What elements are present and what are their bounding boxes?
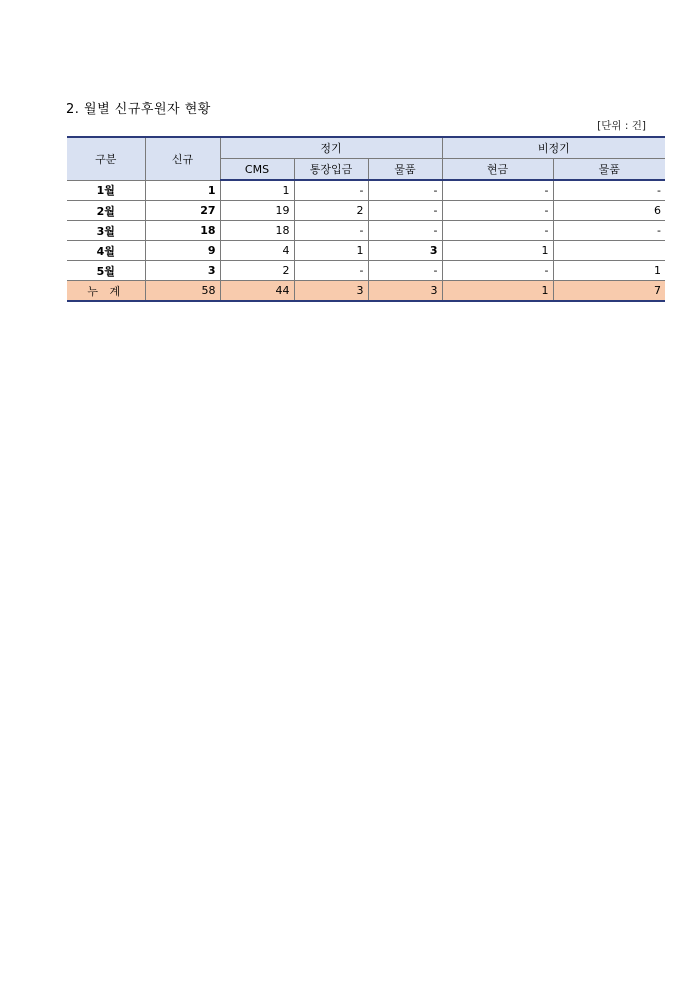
header-sub-cash: 현금 [442,159,553,181]
header-category: 구분 [67,137,145,180]
cell-goods-regular: 3 [368,241,442,261]
cell-goods-irregular: - [553,221,665,241]
table-row [67,201,665,221]
cell-cash: - [442,261,553,281]
cell-cms: 1 [220,180,294,201]
cell-new: 9 [145,241,220,261]
header-regular: 정기 [220,137,442,159]
cell-cms: 18 [220,221,294,241]
cell-cash: - [442,180,553,201]
cell-goods-regular: - [368,261,442,281]
total-row [67,281,665,302]
cell-bank-deposit: - [294,180,368,201]
cell-bank-deposit: - [294,261,368,281]
cell-goods-regular: - [368,221,442,241]
row-label: 3월 [67,221,145,241]
cell-goods-regular: - [368,201,442,221]
cell-bank-deposit: 2 [294,201,368,221]
cell-goods-irregular: 6 [553,201,665,221]
cell-new: 27 [145,201,220,221]
unit-note: [단위 : 건] [597,120,646,132]
header-new: 신규 [145,137,220,180]
row-label: 5월 [67,261,145,281]
page-title: 2. 월별 신규후원자 현황 [66,102,211,117]
cell-goods-irregular [553,241,665,261]
total-goods-irregular: 7 [553,281,665,302]
row-label: 4월 [67,241,145,261]
cell-new: 18 [145,221,220,241]
cell-cash: - [442,221,553,241]
monthly-new-sponsors-table [67,136,665,302]
cell-cash: 1 [442,241,553,261]
total-bank-deposit: 3 [294,281,368,302]
header-sub-goods-irregular: 물품 [553,159,665,181]
cell-goods-irregular: - [553,180,665,201]
table-row [67,180,665,201]
table-row [67,241,665,261]
cell-new: 3 [145,261,220,281]
row-label: 1월 [67,180,145,201]
cell-cms: 2 [220,261,294,281]
cell-cash: - [442,201,553,221]
cell-bank-deposit: 1 [294,241,368,261]
header-sub-goods-regular: 물품 [368,159,442,181]
header-irregular: 비정기 [442,137,665,159]
total-new: 58 [145,281,220,302]
total-cms: 44 [220,281,294,302]
cell-goods-regular: - [368,180,442,201]
cell-new: 1 [145,180,220,201]
total-cash: 1 [442,281,553,302]
total-goods-regular: 3 [368,281,442,302]
table-row [67,261,665,281]
table-row [67,221,665,241]
total-label: 누 계 [67,281,145,302]
cell-bank-deposit: - [294,221,368,241]
header-sub-bank-deposit: 통장입금 [294,159,368,181]
header-sub-cms: CMS [220,159,294,181]
row-label: 2월 [67,201,145,221]
cell-cms: 19 [220,201,294,221]
cell-goods-irregular: 1 [553,261,665,281]
cell-cms: 4 [220,241,294,261]
